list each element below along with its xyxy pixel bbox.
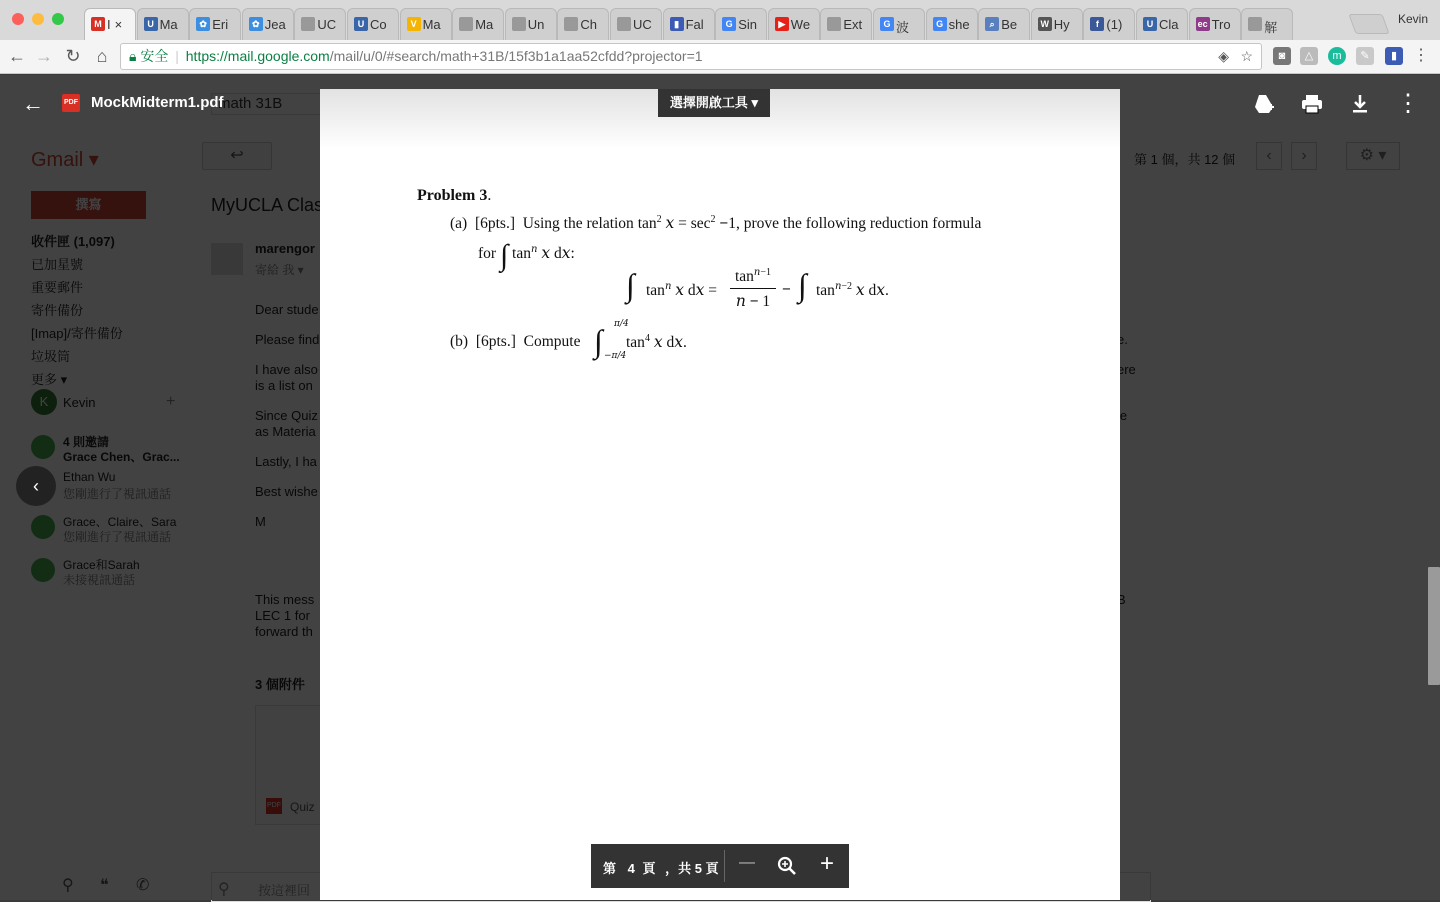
page-label-prefix: 第 [603, 861, 617, 876]
tab-label: Un [527, 17, 545, 32]
part-b-label: (b) [450, 333, 469, 350]
browser-tab[interactable] [1031, 8, 1083, 40]
divider [724, 850, 725, 882]
url-path: /mail/u/0/#search/math+31B/15f3b1a1aa52cfdd?projector=1 [329, 48, 703, 64]
forward-arrow-icon[interactable]: → [35, 46, 53, 66]
browser-menu-icon[interactable]: ⋮ [1413, 47, 1429, 64]
browser-tab[interactable] [294, 8, 346, 40]
browser-tab[interactable] [242, 8, 294, 40]
download-icon[interactable] [1347, 91, 1373, 117]
extension-shield-icon[interactable]: ◙ [1273, 47, 1291, 65]
minimize-window-button[interactable] [32, 13, 44, 25]
tab-label: UC [317, 17, 337, 32]
star-icon[interactable]: ☆ [1240, 48, 1253, 64]
bookmark-icon: ▮ [670, 17, 684, 31]
reduction-formula: ∫ $\tan^n x$ dx = $\tan^{n-1}$ n − 1 − ∫ $\tan^{n-2} x$ dx. [626, 267, 889, 310]
browser-tab[interactable] [820, 8, 872, 40]
open-with-label: 選擇開啟工具 [669, 95, 748, 110]
zoom-out-button[interactable]: — [739, 854, 755, 871]
tab-label: Eri [212, 17, 229, 32]
back-arrow-icon[interactable]: ← [8, 46, 26, 66]
problem-title: Problem 3. [417, 187, 492, 204]
part-a-text-2: prove the following reduction formula [743, 215, 982, 233]
browser-tab[interactable] [452, 8, 504, 40]
part-a-label: (a) [450, 215, 468, 233]
integral-sign: ∫ [499, 239, 509, 272]
part-a-text-1: Using the relation [522, 215, 634, 233]
browser-tab-strip [0, 0, 1440, 40]
page-icon [564, 17, 578, 31]
url-host: https://mail.google.com [185, 48, 330, 64]
tab-label: Ch [580, 17, 598, 32]
page-indicator [603, 858, 719, 877]
page-controls [591, 844, 849, 888]
browser-toolbar [0, 40, 1440, 74]
integral-sign: ∫ [594, 323, 603, 359]
tab-label: Ext [843, 17, 863, 32]
reload-icon[interactable]: ↻ [65, 46, 81, 66]
tab-label: Ma [422, 17, 441, 32]
close-tab-icon[interactable]: × [114, 17, 123, 32]
close-window-button[interactable] [12, 13, 24, 25]
fraction-bar [730, 288, 776, 289]
facebook-icon: f [1090, 17, 1104, 31]
browser-tab[interactable] [1241, 8, 1293, 40]
pdf-page [320, 89, 1120, 900]
add-to-drive-icon[interactable] [1251, 91, 1277, 117]
pdf-icon: PDF [62, 94, 80, 112]
address-bar[interactable]: 🔒︎ 安全 | https://mail.google.com/mail/u/0/#search/math+31B/15f3b1a1aa52cfdd?projector=1 ◈ ☆ [120, 43, 1262, 70]
google-icon: G [722, 17, 736, 31]
tab-label: Cla [1159, 17, 1179, 32]
tab-label: (1) [1106, 17, 1123, 32]
gmail-icon: M [91, 17, 105, 31]
browser-tab[interactable] [400, 8, 452, 40]
zoom-window-button[interactable] [52, 13, 64, 25]
tab-label: Hy [1053, 17, 1070, 32]
browser-tab[interactable] [137, 8, 189, 40]
tab-label: Jea [264, 17, 286, 32]
secure-label: 安全 [140, 48, 169, 64]
browser-tab[interactable] [1189, 8, 1241, 40]
extension-bookmark-icon[interactable]: ▮ [1385, 47, 1403, 65]
browser-tab[interactable] [1136, 8, 1188, 40]
page-number-input[interactable]: 4 [627, 861, 635, 876]
part-a-text-3: for [478, 245, 497, 262]
part-b-line: (b) [6pts.] Compute ∫ π/4 −π/4 $\tan^4 x$ dx. [450, 319, 687, 361]
browser-tab[interactable] [84, 8, 136, 40]
extension-pen-icon[interactable]: ✎ [1356, 47, 1374, 65]
youtube-icon: ▶ [775, 17, 789, 31]
tab-label: Ma [159, 17, 178, 32]
page-icon [301, 17, 315, 31]
ucla-icon: U [354, 17, 368, 31]
page-icon [827, 17, 841, 31]
google-icon: G [933, 17, 947, 31]
chevron-down-icon: ▾ [751, 95, 759, 110]
part-a-line-2: for ∫ $\tan^n x$ dx: [478, 239, 575, 272]
tab-label: Ma [475, 17, 494, 32]
browser-tab[interactable] [189, 8, 241, 40]
extension-drive-icon[interactable]: △ [1300, 47, 1318, 65]
eye-icon[interactable]: ◈ [1218, 48, 1229, 64]
page-icon [617, 17, 631, 31]
zoom-icon[interactable] [775, 854, 799, 878]
zoom-in-button[interactable]: + [819, 850, 834, 877]
browser-tab[interactable] [715, 8, 767, 40]
browser-tab[interactable] [1083, 8, 1135, 40]
open-with-button[interactable] [658, 89, 770, 117]
tab-label: Fal [685, 17, 704, 32]
tab-label: We [790, 17, 811, 32]
tab-label: Sin [738, 17, 757, 32]
part-a-points: [6pts.] [474, 215, 515, 233]
part-a-line-1: (a) [6pts.] Using the relation $\tan^2 x = \sec^2 -1$, prove the following reduction formula [450, 214, 982, 233]
ucla-icon: U [144, 17, 158, 31]
tab-label: Be [1001, 17, 1018, 32]
browser-tab[interactable] [978, 8, 1030, 40]
file-name: MockMidterm1.pdf [91, 94, 224, 111]
scrollbar-thumb[interactable] [1428, 567, 1440, 685]
ec-icon: ec [1197, 19, 1208, 29]
google-icon: G [880, 17, 894, 31]
search-icon: ⌕ [985, 17, 999, 31]
tab-label: she [948, 17, 970, 32]
v-icon: V [407, 17, 421, 31]
page-label-mid: 頁 [642, 861, 656, 876]
browser-tab[interactable] [768, 8, 820, 40]
tab-label: Tro [1211, 17, 1231, 32]
integral-sign: ∫ [798, 267, 807, 303]
page-icon [1248, 17, 1262, 31]
paw-icon: ✿ [196, 17, 210, 31]
lock-icon: 🔒︎ [129, 48, 137, 64]
tab-label: 波 [896, 20, 910, 35]
wikipedia-icon: W [1038, 17, 1052, 31]
part-b-text: Compute [523, 333, 581, 350]
browser-tab[interactable] [557, 8, 609, 40]
browser-tab[interactable] [663, 8, 715, 40]
tab-label: UC [633, 17, 652, 32]
page-label-total: ，共 5 頁 [665, 861, 719, 876]
back-arrow-icon[interactable]: ← [22, 91, 44, 116]
print-icon[interactable] [1299, 91, 1325, 117]
tab-label: 解 [1264, 20, 1278, 35]
page-icon [459, 17, 473, 31]
more-vert-icon[interactable]: ⋮ [1396, 90, 1420, 117]
integral-sign: ∫ [626, 267, 635, 303]
profile-name[interactable]: Kevin [1397, 12, 1428, 26]
tab-label: I [107, 17, 111, 32]
browser-tab[interactable] [347, 8, 399, 40]
home-icon[interactable]: ⌂ [96, 46, 108, 66]
ucla-icon: U [1143, 17, 1157, 31]
previous-file-icon[interactable]: ‹ [16, 466, 56, 506]
browser-tab[interactable] [505, 8, 557, 40]
new-tab-button[interactable] [1348, 14, 1389, 34]
browser-tab[interactable] [926, 8, 978, 40]
browser-tab[interactable] [610, 8, 662, 40]
paw-icon: ✿ [249, 17, 263, 31]
tab-label: Co [370, 17, 387, 32]
page-icon [512, 17, 526, 31]
browser-tab[interactable] [873, 8, 925, 40]
extension-m-icon[interactable]: m [1328, 47, 1346, 65]
part-b-points: [6pts.] [475, 333, 516, 350]
